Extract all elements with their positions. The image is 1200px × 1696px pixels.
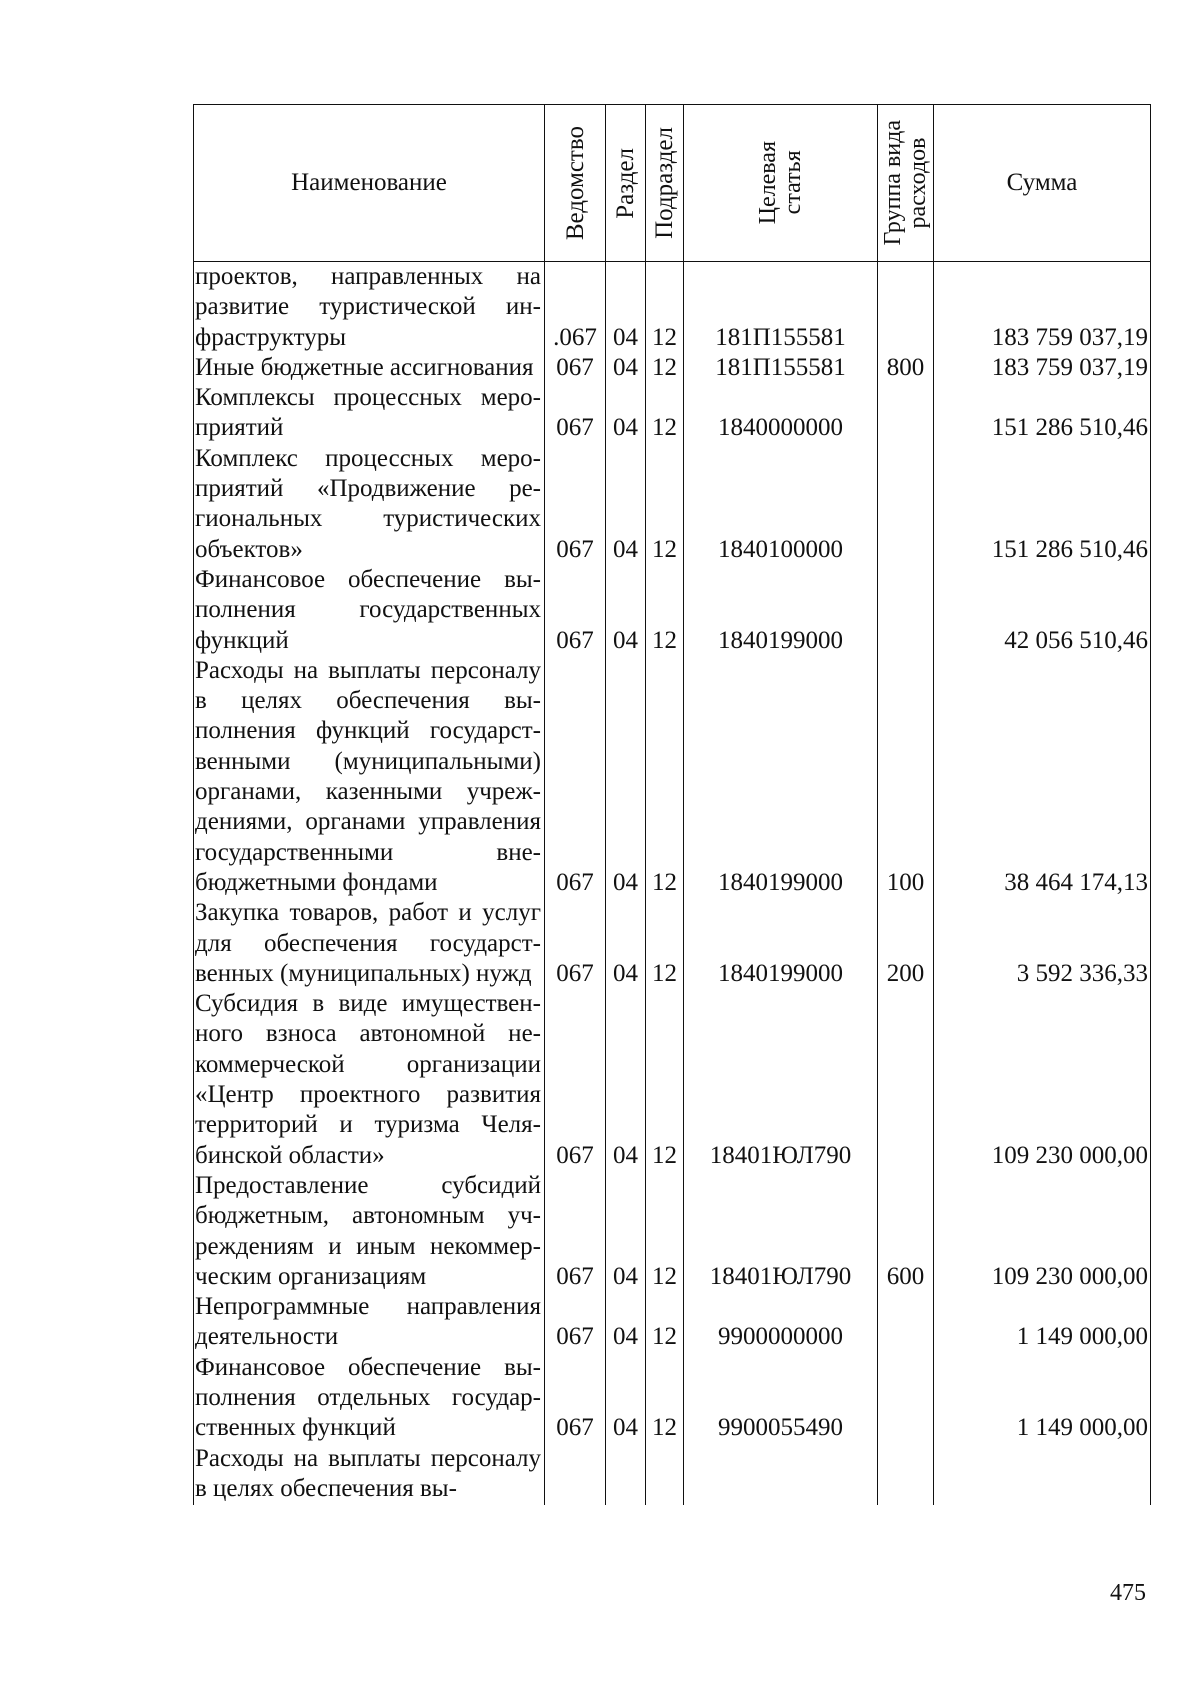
cell-summa: 1 149 000,00 — [934, 1353, 1151, 1444]
cell-summa — [934, 1444, 1151, 1505]
cell-vedomstvo: 067 — [545, 1171, 606, 1292]
cell-summa: 109 230 000,00 — [934, 989, 1151, 1171]
cell-gruppa — [878, 989, 934, 1171]
cell-podrazdel: 12 — [646, 262, 684, 353]
header-gruppa-vida-raskhodov: Группа вида расходов — [878, 105, 934, 262]
cell-name: Финансовое обеспечение выполнения отдельных государственных функций — [194, 1353, 545, 1444]
cell-podrazdel: 12 — [646, 989, 684, 1171]
page-number: 475 — [1110, 1580, 1146, 1606]
cell-name: Субсидия в виде имущественного взноса автономной некоммерческой организации «Центр проектного развития территорий и туризма Челябинской области» — [194, 989, 545, 1171]
cell-podrazdel: 12 — [646, 1292, 684, 1353]
cell-gruppa — [878, 444, 934, 565]
header-vedomstvo: Ведомство — [545, 105, 606, 262]
header-razdel: Раздел — [606, 105, 646, 262]
cell-gruppa — [878, 383, 934, 444]
table-row — [194, 444, 1151, 565]
table-row — [194, 1444, 1151, 1505]
cell-razdel: 04 — [606, 656, 646, 898]
cell-gruppa: 100 — [878, 656, 934, 898]
cell-gruppa — [878, 565, 934, 656]
cell-summa: 183 759 037,19 — [934, 353, 1151, 383]
cell-summa: 183 759 037,19 — [934, 262, 1151, 353]
cell-razdel: 04 — [606, 898, 646, 989]
cell-vedomstvo — [545, 1444, 606, 1505]
cell-summa: 3 592 336,33 — [934, 898, 1151, 989]
cell-tselevaya-statya: 9900055490 — [684, 1353, 878, 1444]
cell-tselevaya-statya: 18401ЮЛ790 — [684, 1171, 878, 1292]
cell-tselevaya-statya: 1840199000 — [684, 898, 878, 989]
cell-tselevaya-statya: 1840000000 — [684, 383, 878, 444]
cell-vedomstvo: 067 — [545, 1292, 606, 1353]
table-row — [194, 353, 1151, 383]
cell-tselevaya-statya: 181П155581 — [684, 262, 878, 353]
cell-vedomstvo: 067 — [545, 353, 606, 383]
cell-summa: 38 464 174,13 — [934, 656, 1151, 898]
table-row — [194, 383, 1151, 444]
cell-podrazdel — [646, 1444, 684, 1505]
cell-razdel: 04 — [606, 444, 646, 565]
cell-name: Иные бюджетные ассигнования — [194, 353, 545, 383]
cell-vedomstvo: 067 — [545, 898, 606, 989]
cell-vedomstvo: 067 — [545, 444, 606, 565]
cell-gruppa: 600 — [878, 1171, 934, 1292]
table-header-row — [194, 105, 1151, 262]
cell-razdel: 04 — [606, 565, 646, 656]
cell-tselevaya-statya: 18401ЮЛ790 — [684, 989, 878, 1171]
cell-summa: 42 056 510,46 — [934, 565, 1151, 656]
cell-tselevaya-statya: 1840199000 — [684, 565, 878, 656]
table-row — [194, 656, 1151, 898]
cell-razdel: 04 — [606, 1292, 646, 1353]
table-row — [194, 1353, 1151, 1444]
cell-name: Расходы на выплаты персоналу в целях обеспечения вы- — [194, 1444, 545, 1505]
header-tselevaya-statya: Целевая статья — [684, 105, 878, 262]
cell-razdel — [606, 1444, 646, 1505]
cell-razdel: 04 — [606, 262, 646, 353]
cell-gruppa — [878, 1292, 934, 1353]
table-row — [194, 989, 1151, 1171]
cell-tselevaya-statya: 9900000000 — [684, 1292, 878, 1353]
cell-gruppa — [878, 1444, 934, 1505]
cell-tselevaya-statya: 181П155581 — [684, 353, 878, 383]
table-body — [194, 262, 1151, 1505]
table-row — [194, 565, 1151, 656]
cell-summa: 1 149 000,00 — [934, 1292, 1151, 1353]
cell-podrazdel: 12 — [646, 898, 684, 989]
cell-name: Финансовое обеспечение выполнения государственных функций — [194, 565, 545, 656]
cell-vedomstvo: 067 — [545, 383, 606, 444]
table-row — [194, 262, 1151, 353]
cell-summa: 151 286 510,46 — [934, 383, 1151, 444]
cell-podrazdel: 12 — [646, 565, 684, 656]
header-name: Наименование — [194, 105, 545, 262]
cell-gruppa — [878, 262, 934, 353]
cell-razdel: 04 — [606, 1171, 646, 1292]
cell-name: проектов, направленных на развитие туристической инфраструктуры — [194, 262, 545, 353]
header-summa: Сумма — [934, 105, 1151, 262]
cell-summa: 109 230 000,00 — [934, 1171, 1151, 1292]
cell-tselevaya-statya: 1840100000 — [684, 444, 878, 565]
cell-podrazdel: 12 — [646, 353, 684, 383]
table-row — [194, 1171, 1151, 1292]
table-row — [194, 898, 1151, 989]
cell-razdel: 04 — [606, 383, 646, 444]
cell-razdel: 04 — [606, 989, 646, 1171]
cell-name: Комплексы процессных мероприятий — [194, 383, 545, 444]
cell-podrazdel: 12 — [646, 656, 684, 898]
cell-vedomstvo: 067 — [545, 989, 606, 1171]
budget-table-container — [193, 104, 1150, 1505]
cell-podrazdel: 12 — [646, 383, 684, 444]
cell-vedomstvo: 067 — [545, 565, 606, 656]
cell-podrazdel: 12 — [646, 444, 684, 565]
cell-vedomstvo: .067 — [545, 262, 606, 353]
cell-tselevaya-statya — [684, 1444, 878, 1505]
cell-razdel: 04 — [606, 1353, 646, 1444]
cell-name: Закупка товаров, работ и услуг для обеспечения государственных (муниципальных) нужд — [194, 898, 545, 989]
cell-vedomstvo: 067 — [545, 656, 606, 898]
cell-gruppa: 800 — [878, 353, 934, 383]
cell-name: Предоставление субсидий бюджетным, автономным учреждениям и иным некоммерческим организациям — [194, 1171, 545, 1292]
cell-gruppa — [878, 1353, 934, 1444]
cell-name: Расходы на выплаты персоналу в целях обеспечения выполнения функций государственными (муниципальными) органами, казенными учреждениями, органами управления государственными внебюджетными фондами — [194, 656, 545, 898]
cell-podrazdel: 12 — [646, 1171, 684, 1292]
budget-table — [193, 104, 1151, 1505]
cell-name: Непрограммные направления деятельности — [194, 1292, 545, 1353]
table-row — [194, 1292, 1151, 1353]
cell-vedomstvo: 067 — [545, 1353, 606, 1444]
cell-podrazdel: 12 — [646, 1353, 684, 1444]
cell-razdel: 04 — [606, 353, 646, 383]
cell-tselevaya-statya: 1840199000 — [684, 656, 878, 898]
cell-gruppa: 200 — [878, 898, 934, 989]
header-podrazdel: Подраздел — [646, 105, 684, 262]
cell-summa: 151 286 510,46 — [934, 444, 1151, 565]
cell-name: Комплекс процессных мероприятий «Продвижение региональных туристических объектов» — [194, 444, 545, 565]
